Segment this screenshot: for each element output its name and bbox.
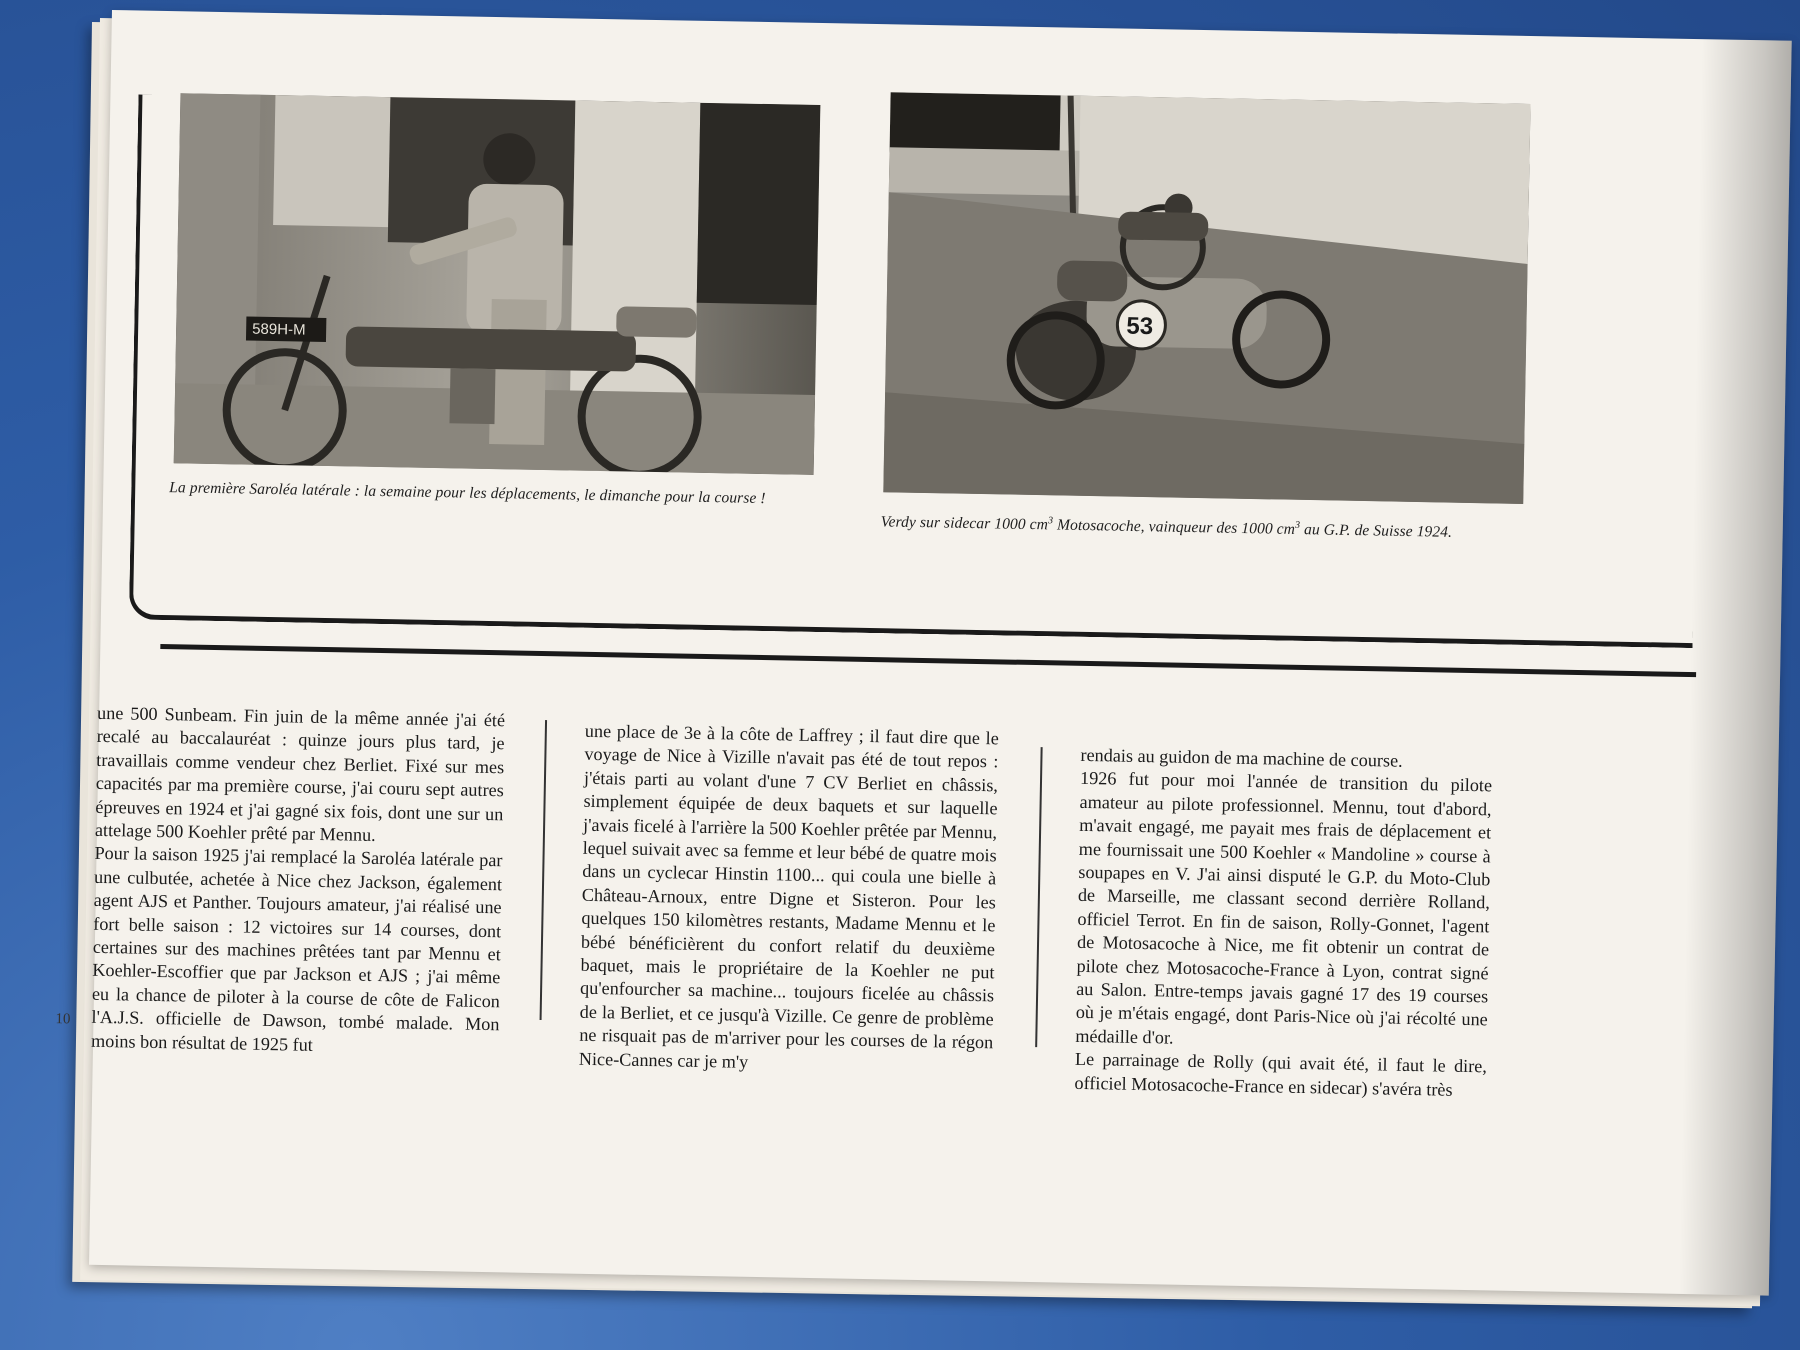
race-number-text: 53 (1126, 312, 1154, 341)
text-column-3: rendais au guidon de ma machine de course. 1926 fut pour moi l'année de transition du pilote amateur au pilote professionnel. Mennu, tout d'abord, m'avait engagé, me payait mes frais de déplacement et me fournissait une 500 Koehler « Mandoline » course à soupapes en V. J'ai ainsi disputé le G.P. du Moto-Club de Marseille, me classant second derrière Rolland, officiel Terrot. En fin de saison, Rolly-Gonnet, l'agent de Motosacoche à Nice, me fit obtenir un contrat de pilote chez Motosacoche-France à Lyon, contrat signé au Salon. Entre-temps javais gagné 17 des 19 courses où je m'étais engagé, dont Paris-Nice où j'ai récolté une médaille d'or. Le parrainage de Rolly (qui avait été, il faut le dire, officiel Motosacoche-France en sidecar) s'avéra très (1074, 744, 1493, 1100)
column-separator (540, 720, 547, 1020)
photo-motorcycle-rider (174, 93, 821, 475)
caption-right-pre: Verdy sur sidecar 1000 cm (880, 513, 1049, 534)
caption-left: La première Saroléa latérale : la semaine pour les déplacements, le dimanche pour la course ! (169, 479, 766, 508)
book-page (55, 10, 1792, 1296)
text-column-2: une place de 3e à la côte de Laffrey ; il faut dire que le voyage de Nice à Vizille n'avait pas été de tout repos : j'étais parti au volant d'une 7 CV Berliet en châssis, simplement équipée de deux baquets et sur laquelle j'avais ficelé à l'arrière la 500 Koehler prêtée par Mennu, lequel suivait avec sa femme et leur bébé de quatre mois dans un cyclecar Hinstin 1100... qui coula une bielle à Château-Arnoux, entre Digne et Sisteron. Pour les quelques 150 kilomètres restants, Madame Mennu et le bébé bénéficièrent du confort relatif du deuxième baquet, mais le propriétaire de la Koehler ne put qu'enfourcher sa machine... toujours ficelée au châssis de la Berliet, et ce jusqu'à Vizille. Ce genre de problème ne risquait pas de m'arriver pour les courses de la régon Nice-Cannes car je m'y (578, 720, 999, 1072)
column-separator (1035, 747, 1042, 1047)
caption-right-sup2: 3 (1294, 519, 1301, 531)
caption-right-sup1: 3 (1047, 515, 1054, 527)
photo-sidecar-racer (883, 92, 1530, 504)
horizontal-rule (160, 644, 1696, 677)
caption-right-post: au G.P. de Suisse 1924. (1299, 521, 1453, 541)
caption-right-mid: Motosacoche, vainqueur des 1000 cm (1052, 516, 1296, 538)
text-column-1: une 500 Sunbeam. Fin juin de la même année j'ai été recalé au baccalauréat : quinze jours plus tard, je travaillais comme vendeur chez Berliet. Fixé sur mes capacités par ma première course, j'ai couru sept autres épreuves en 1924 et j'ai gagné six fois, dont une sur un attelage 500 Koehler prêté par Mennu. Pour la saison 1925 j'ai remplacé la Saroléa latérale par une culbutée, achetée à Nice chez Jackson, également agent AJS et Panther. Toujours amateur, j'ai réalisé une fort belle saison : 12 victoires sur 14 courses, dont certaines sur des machines prêtées tant par Mennu et Koehler-Escoffier que par Jackson et AJS ; j'ai même eu la chance de piloter à la course de côte de Falicon l'A.J.S. officielle de Dawson, tombé malade. Mon moins bon résultat de 1925 fut (90, 702, 506, 1055)
license-plate-text: 589H-M (252, 320, 306, 339)
page-number: 10 (55, 1011, 71, 1028)
